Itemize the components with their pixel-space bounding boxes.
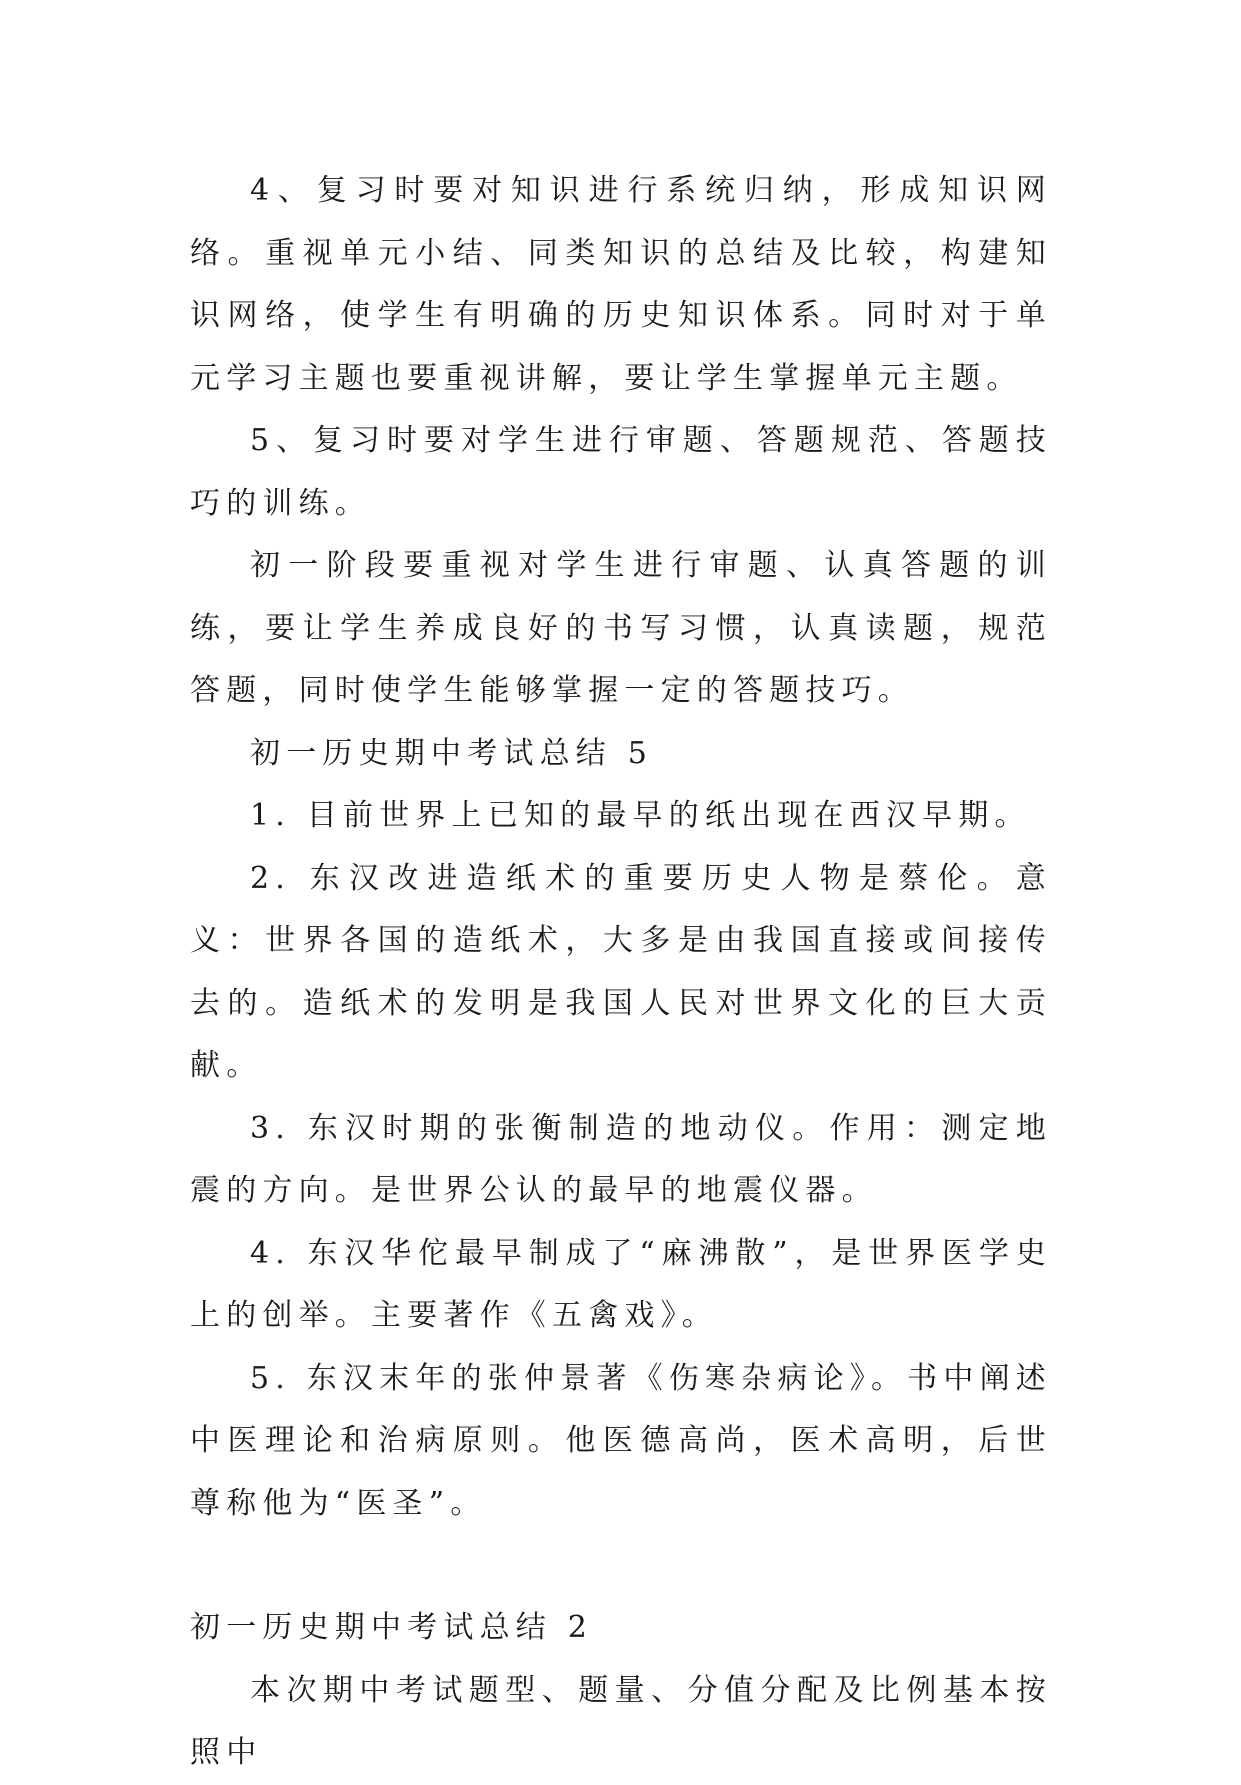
list-item: 5. 东汉末年的张仲景著《伤寒杂病论》。书中阐述中医理论和治病原则。他医德高尚，医术高明，后世尊称他为“医圣”。 xyxy=(190,1360,1052,1521)
list-item: 4. 东汉华佗最早制成了“麻沸散”，是世界医学史上的创举。主要著作《五禽戏》。 xyxy=(190,1235,1052,1333)
paragraph-exam-intro: 本次期中考试题型、题量、分值分配及比例基本按照中 xyxy=(190,1672,1052,1770)
section-title-2: 初一历史期中考试总结 2 xyxy=(190,1610,594,1645)
list-item: 2. 东汉改进造纸术的重要历史人物是蔡伦。意义：世界各国的造纸术，大多是由我国直接或间接传去的。造纸术的发明是我国人民对世界文化的巨大贡献。 xyxy=(190,860,1052,1083)
list-item: 1. 目前世界上已知的最早的纸出现在西汉早期。 xyxy=(250,798,1031,833)
paragraph-grade-one: 初一阶段要重视对学生进行审题、认真答题的训练，要让学生养成良好的书写习惯，认真读题，规范答题，同时使学生能够掌握一定的答题技巧。 xyxy=(190,548,1052,708)
list-item: 3. 东汉时期的张衡制造的地动仪。作用：测定地震的方向。是世界公认的最早的地震仪器。 xyxy=(190,1110,1052,1208)
section-gap xyxy=(190,1535,1052,1597)
section-title-5: 初一历史期中考试总结 5 xyxy=(250,735,654,771)
paragraph-review-4: 4、复习时要对知识进行系统归纳，形成知识网络。重视单元小结、同类知识的总结及比较，构建知识网络，使学生有明确的历史知识体系。同时对于单元学习主题也要重视讲解，要让学生掌握单元主题。 xyxy=(190,173,1052,396)
document-body xyxy=(190,160,1052,1785)
paragraph-review-5: 5、复习时要对学生进行审题、答题规范、答题技巧的训练。 xyxy=(190,423,1052,521)
